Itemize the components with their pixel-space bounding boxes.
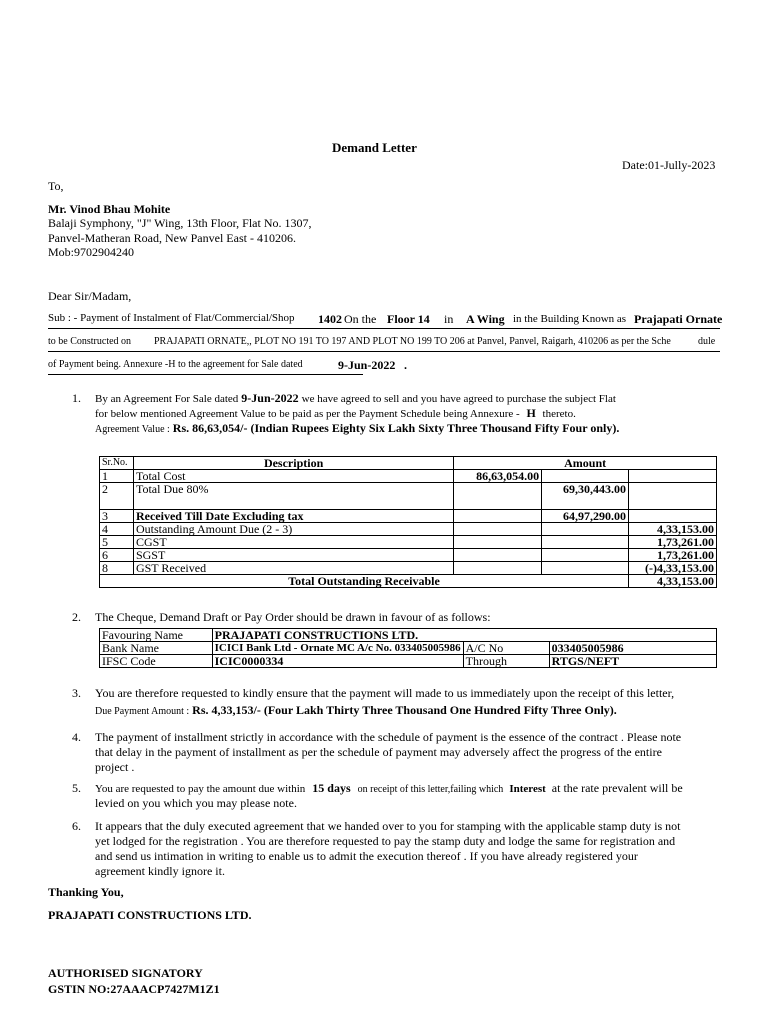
para-3-number: 3. xyxy=(72,686,81,700)
para-4-line-2: that delay in the payment of installment as per the schedule of payment may adversely affect the progress of the entire xyxy=(95,745,662,759)
row-srno: 8 xyxy=(100,562,134,575)
row-amount-col2 xyxy=(542,536,629,549)
header-amount: Amount xyxy=(454,457,717,470)
authorised-signatory: AUTHORISED SIGNATORY xyxy=(48,966,203,980)
table-row xyxy=(100,483,717,510)
recipient-name: Mr. Vinod Bhau Mohite xyxy=(48,202,171,216)
agreement-value: Rs. 86,63,054/- (Indian Rupees Eighty Six Lakh Sixty Three Thousand Fifty Four only). xyxy=(172,421,620,435)
subject-in: in xyxy=(444,312,454,326)
subject-on-the: On the xyxy=(344,312,377,326)
header-description: Description xyxy=(133,457,453,470)
row-amount-col3 xyxy=(629,470,717,483)
table-row xyxy=(100,549,717,562)
subject-constructed-on: to be Constructed on xyxy=(48,336,132,347)
amount-table xyxy=(99,456,717,588)
ifsc-value: ICIC0000334 xyxy=(212,655,463,668)
para-1-line-1 xyxy=(95,391,616,406)
closing-company: PRAJAPATI CONSTRUCTIONS LTD. xyxy=(48,908,252,922)
payment-row-ifsc xyxy=(100,655,717,668)
row-description: Received Till Date Excluding tax xyxy=(133,510,453,523)
total-outstanding-value: 4,33,153.00 xyxy=(629,575,717,588)
row-amount-col1 xyxy=(454,536,542,549)
table-total-row xyxy=(100,575,717,588)
subject-line-1 xyxy=(48,312,723,329)
table-row xyxy=(100,523,717,536)
due-amount-label: Due Payment Amount : xyxy=(95,706,190,717)
row-amount-col1 xyxy=(454,510,542,523)
subject-schedule-end: dule xyxy=(698,336,716,347)
subject-agreement-date: 9-Jun-2022 xyxy=(338,358,396,372)
para-5-interest: Interest xyxy=(509,783,546,795)
row-amount-col1 xyxy=(454,549,542,562)
subject-line-3 xyxy=(48,358,720,375)
page-title: Demand Letter xyxy=(332,140,417,155)
row-amount-col3 xyxy=(629,510,717,523)
table-row xyxy=(100,562,717,575)
row-amount-col2: 69,30,443.00 xyxy=(542,483,629,510)
row-srno: 3 xyxy=(100,510,134,523)
row-srno: 6 xyxy=(100,549,134,562)
payment-details-table xyxy=(99,628,717,668)
recipient-address-line2: Panvel-Matheran Road, New Panvel East - 410206. xyxy=(48,231,296,245)
subject-annexure-text: of Payment being. Annexure -H to the agreement for Sale dated xyxy=(48,359,303,370)
recipient-mobile: Mob:9702904240 xyxy=(48,245,135,259)
account-no-label: A/C No xyxy=(463,642,549,655)
para-4-line-1: The payment of installment strictly in accordance with the schedule of payment is the essence of the contract . Please note xyxy=(95,730,682,744)
to-label: To, xyxy=(48,179,64,193)
para-6-line-4: agreement kindly ignore it. xyxy=(95,864,225,878)
row-amount-col3: (-)4,33,153.00 xyxy=(629,562,717,575)
para-6-number: 6. xyxy=(72,819,81,833)
para-3-due-line xyxy=(95,703,617,718)
total-outstanding-label: Total Outstanding Receivable xyxy=(100,575,629,588)
table-row xyxy=(100,536,717,549)
row-amount-col3: 4,33,153.00 xyxy=(629,523,717,536)
amount-table-header xyxy=(100,457,717,470)
row-amount-col1 xyxy=(454,523,542,536)
row-amount-col2: 64,97,290.00 xyxy=(542,510,629,523)
para-5-line-2: levied on you which you may please note. xyxy=(95,796,297,810)
para-3-text: You are therefore requested to kindly ensure that the payment will made to us immediately upon the receipt of this letter, xyxy=(95,686,675,700)
para-5-days: 15 days xyxy=(312,781,351,795)
para-5-text-c: at the rate prevalent will be xyxy=(551,781,683,795)
recipient-address-line1: Balaji Symphony, "J" Wing, 13th Floor, Flat No. 1307, xyxy=(48,216,312,230)
row-description: GST Received xyxy=(133,562,453,575)
subject-flat-no: 1402 xyxy=(318,312,342,326)
agreement-value-label: Agreement Value : xyxy=(95,424,170,435)
row-amount-col3 xyxy=(629,483,717,510)
account-no-value: 033405005986 xyxy=(549,642,716,655)
subject-known-as: in the Building Known as xyxy=(513,313,627,325)
para-6-line-1: It appears that the duly executed agreement that we handed over to you for stamping with the applicable stamp duty is not xyxy=(95,819,681,833)
subject-project-address: PRAJAPATI ORNATE,, PLOT NO 191 TO 197 AND PLOT NO 199 TO 206 at Panvel, Panvel, Raigarh, 410206 as per the Sche xyxy=(154,336,671,347)
para-4-line-3: project . xyxy=(95,760,135,774)
para-2-text: The Cheque, Demand Draft or Pay Order should be drawn in favour of as follows: xyxy=(95,610,491,624)
row-amount-col2 xyxy=(542,549,629,562)
closing-thanks: Thanking You, xyxy=(48,885,124,899)
para-1-date: 9-Jun-2022 xyxy=(241,391,299,405)
subject-wing: A Wing xyxy=(466,312,505,326)
row-description: CGST xyxy=(133,536,453,549)
para-1-annexure: H xyxy=(526,406,536,420)
favouring-label: Favouring Name xyxy=(100,629,213,642)
payment-row-favouring xyxy=(100,629,717,642)
table-row xyxy=(100,510,717,523)
subject-dot: . xyxy=(404,358,407,372)
row-amount-col2 xyxy=(542,470,629,483)
row-amount-col1 xyxy=(454,483,542,510)
subject-building: Prajapati Ornate xyxy=(634,312,723,326)
gstin-number: GSTIN NO:27AAACP7427M1Z1 xyxy=(48,982,220,996)
row-srno: 5 xyxy=(100,536,134,549)
bank-name-value: ICICI Bank Ltd - Ornate MC A/c No. 033405005986 xyxy=(212,642,463,655)
subject-line-2 xyxy=(48,335,720,352)
row-amount-col1: 86,63,054.00 xyxy=(454,470,542,483)
para-1-line-2 xyxy=(95,406,576,421)
row-description: SGST xyxy=(133,549,453,562)
bank-name-label: Bank Name xyxy=(100,642,213,655)
para-5-text-a: You are requested to pay the amount due within xyxy=(95,783,306,795)
row-description: Outstanding Amount Due (2 - 3) xyxy=(133,523,453,536)
table-row xyxy=(100,470,717,483)
row-amount-col2 xyxy=(542,523,629,536)
para-2-number: 2. xyxy=(72,610,81,624)
row-amount-col1 xyxy=(454,562,542,575)
para-5-text-b: on receipt of this letter,failing which xyxy=(357,784,504,795)
subject-floor: Floor 14 xyxy=(387,312,430,326)
para-6-line-2: yet lodged for the registration . You are therefore requested to pay the stamp duty and lodge the same for registration and xyxy=(95,834,676,848)
salutation: Dear Sir/Madam, xyxy=(48,289,132,303)
subject-underline-2 xyxy=(48,351,720,352)
para-1-text-c: for below mentioned Agreement Value to be paid as per the Payment Schedule being Annexure - xyxy=(95,408,520,420)
para-4-number: 4. xyxy=(72,730,81,744)
para-5-number: 5. xyxy=(72,781,81,795)
para-6-line-3: and send us intimation in writing to enable us to admit the execution thereof . If you have already registered your xyxy=(95,849,638,863)
row-srno: 2 xyxy=(100,483,134,510)
row-description: Total Cost xyxy=(133,470,453,483)
favouring-value: PRAJAPATI CONSTRUCTIONS LTD. xyxy=(212,629,716,642)
row-amount-col3: 1,73,261.00 xyxy=(629,536,717,549)
row-description: Total Due 80% xyxy=(133,483,453,510)
para-1-text-b: we have agreed to sell and you have agreed to purchase the subject Flat xyxy=(301,393,616,405)
para-1-text-d: thereto. xyxy=(542,408,576,420)
row-srno: 1 xyxy=(100,470,134,483)
subject-underline-3 xyxy=(48,374,363,375)
para-5-line-1 xyxy=(95,781,683,796)
letter-date: Date:01-Jully-2023 xyxy=(622,158,716,172)
para-1-text-a: By an Agreement For Sale dated xyxy=(95,393,239,405)
para-1-line-3 xyxy=(95,421,619,436)
payment-row-bank xyxy=(100,642,717,655)
through-label: Through xyxy=(463,655,549,668)
due-amount-value: Rs. 4,33,153/- (Four Lakh Thirty Three Thousand One Hundred Fifty Three Only). xyxy=(192,703,617,717)
para-1-number: 1. xyxy=(72,391,81,405)
row-amount-col2 xyxy=(542,562,629,575)
subject-prefix: Sub : - Payment of Instalment of Flat/Commercial/Shop xyxy=(48,312,295,324)
ifsc-label: IFSC Code xyxy=(100,655,213,668)
through-value: RTGS/NEFT xyxy=(549,655,716,668)
subject-underline-1 xyxy=(48,328,720,329)
row-srno: 4 xyxy=(100,523,134,536)
row-amount-col3: 1,73,261.00 xyxy=(629,549,717,562)
header-srno: Sr.No. xyxy=(100,457,134,470)
